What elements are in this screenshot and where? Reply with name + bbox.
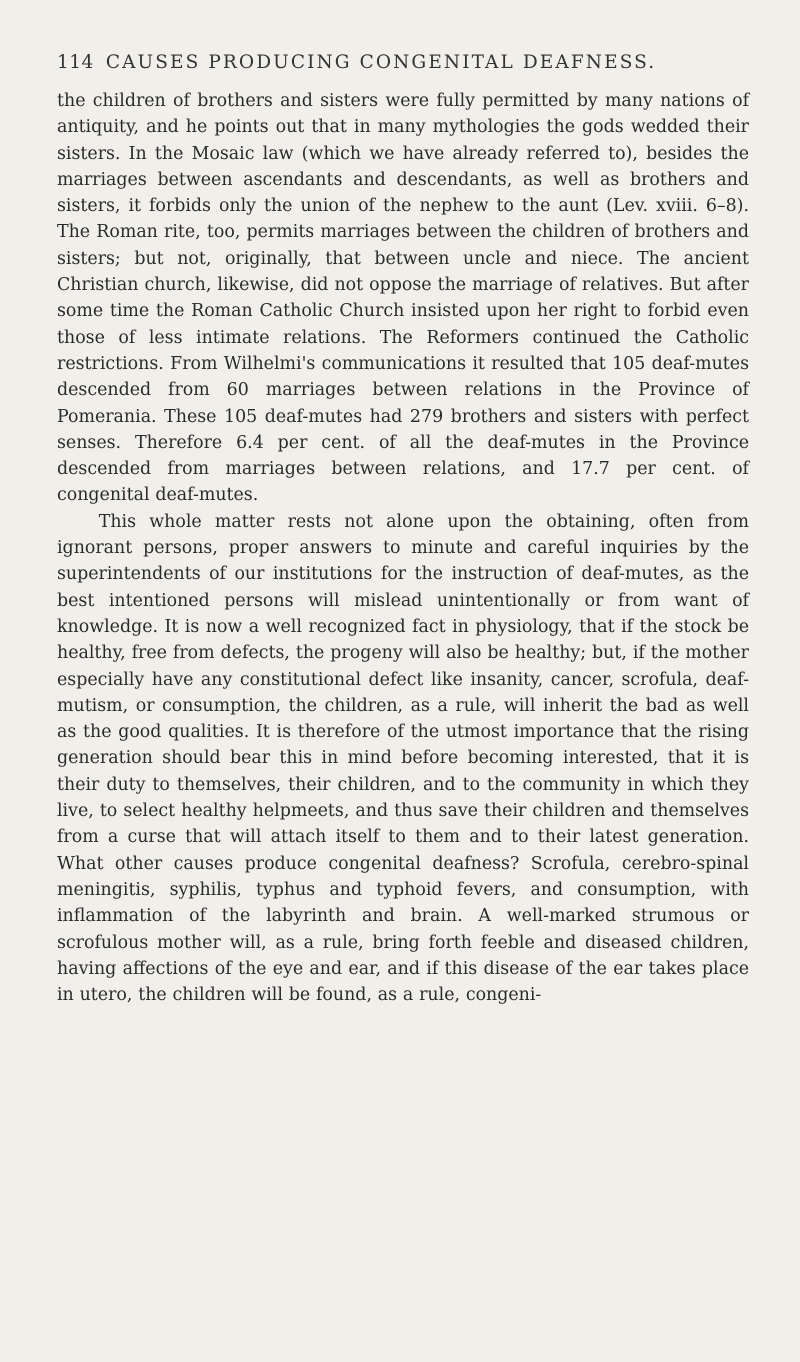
body-paragraph: This whole matter rests not alone upon the obtaining, often from ignorant persons, proper answers to minute and careful inquiries by the superintendents of our institutions for the instruction of deaf-mutes, as the best intentioned persons will mislead unintentionally or from want of knowledge. It is now a well recognized fact in physiology, that if the stock be healthy, free from defects, the progeny will also be healthy; but, if the mother especially have any constitutional defect like insanity, cancer, scrofula, deaf-mutism, or consumption, the children, as a rule, will inherit the bad as well as the good qualities. It is therefore of the utmost importance that the rising generation should bear this in mind before becoming interested, that it is their duty to themselves, their children, and to the community in which they live, to select healthy helpmeets, and thus save their children and themselves from a curse that will attach itself to them and to their latest generation. What other causes produce congenital deafness? Scrofula, cerebro-spinal meningitis, syphilis, typhus and typhoid fevers, and consumption, with inflammation of the labyrinth and brain. A well-marked strumous or scrofulous mother will, as a rule, bring forth feeble and diseased children, having affections of the eye and ear, and if this disease of the ear takes place in utero, the children will be found, as a rule, congeni-	[57, 511, 749, 1006]
page-number: 114	[57, 52, 94, 73]
running-title: CAUSES PRODUCING CONGENITAL DEAFNESS.	[105, 52, 657, 73]
body-paragraph: the children of brothers and sisters were fully permitted by many nations of antiquity, and he points out that in many mythologies the gods wedded their sisters. In the Mosaic law (which we have already referred to), besides the marriages between ascendants and descendants, as well as brothers and sisters, it forbids only the union of the nephew to the aunt (Lev. xviii. 6–8). The Roman rite, too, permits marriages between the children of brothers and sisters; but not, originally, that between uncle and niece. The ancient Christian church, likewise, did not oppose the marriage of relatives. But after some time the Roman Catholic Church insisted upon her right to forbid even those of less intimate relations. The Reformers continued the Catholic restrictions. From Wilhelmi's communications it resulted that 105 deaf-mutes descended from 60 marriages between relations in the Province of Pomerania. These 105 deaf-mutes had 279 brothers and sisters with perfect senses. Therefore 6.4 per cent. of all the deaf-mutes in the Province descended from marriages between relations, and 17.7 per cent. of congenital deaf-mutes.	[57, 91, 749, 506]
book-page	[57, 52, 749, 1008]
running-header	[57, 52, 749, 88]
